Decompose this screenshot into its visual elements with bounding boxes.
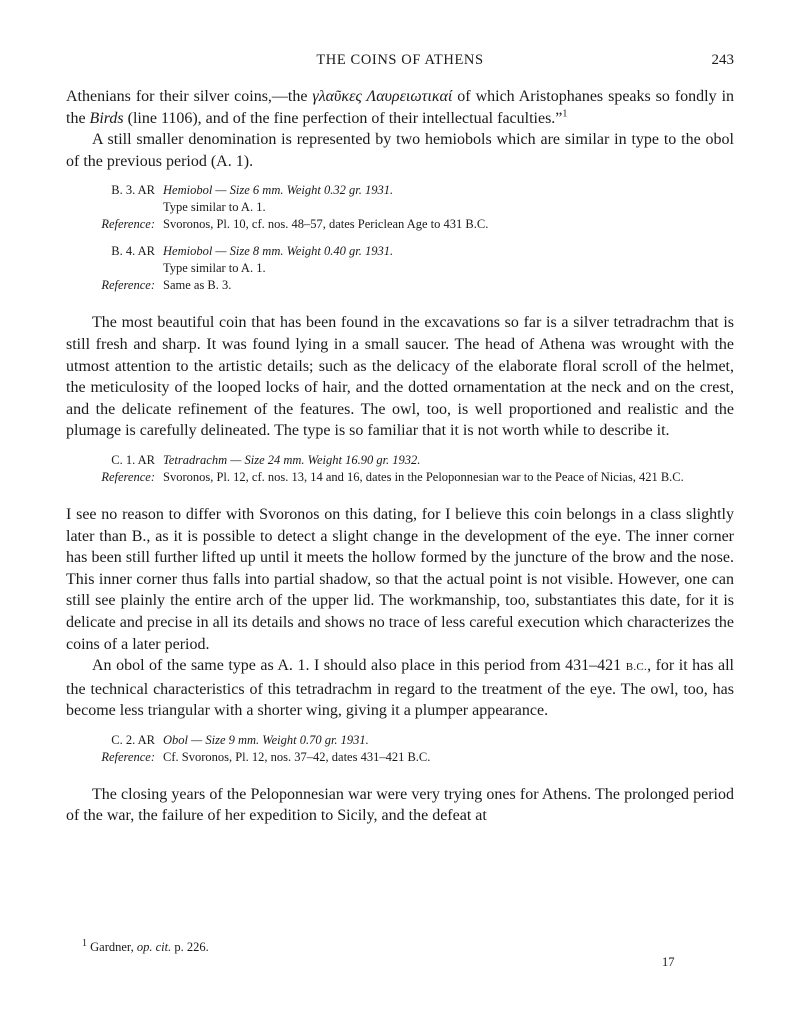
paragraph-5 [66, 655, 734, 722]
reference-label: Reference: [101, 217, 155, 232]
catalogue-c1 [66, 452, 734, 486]
paragraph-1-text-c: (line 1106), and of the fine perfection of their intellectual faculties.” [123, 109, 563, 127]
catalogue-entry-c1 [66, 452, 734, 486]
reference-label: Reference: [101, 469, 155, 484]
greek-phrase: γλαῦκες Λαυρειωτικαί [312, 88, 453, 105]
catalogue-b [66, 182, 734, 294]
entry-label: C. 1. AR [111, 452, 155, 467]
footnote [82, 937, 209, 955]
entry-type: Type similar to A. 1. [163, 200, 266, 215]
catalogue-entry-b4 [66, 243, 734, 294]
entry-type: Type similar to A. 1. [163, 261, 266, 276]
entry-label: B. 4. AR [111, 244, 155, 259]
entry-description: Obol — Size 9 mm. Weight 0.70 gr. 1931. [163, 732, 369, 747]
footnote-text-b: p. 226. [171, 940, 209, 954]
entry-label: B. 3. AR [111, 183, 155, 198]
reference-label: Reference: [101, 278, 155, 293]
era-abbreviation: B.C. [625, 661, 648, 674]
running-title: THE COINS OF ATHENS [316, 52, 484, 68]
paragraph-1-text-b: of which Aristophanes speaks so fondly in the [66, 88, 735, 127]
catalogue-c2 [66, 732, 734, 766]
paragraph-2: A still smaller denomination is represented by two hemiobols which are similar in type to the obol of the previous period (A. 1). [66, 131, 734, 170]
entry-description: Hemiobol — Size 8 mm. Weight 0.40 gr. 1931. [163, 244, 394, 259]
paragraph-6: The closing years of the Peloponnesian war were very trying ones for Athens. The prolonged period of the war, the failure of her expedition to Sicily, and the defeat at [66, 785, 734, 825]
footnote-reference: 1 [562, 108, 568, 120]
footnote-text-a: Gardner, [87, 940, 137, 954]
entry-reference: Cf. Svoronos, Pl. 12, nos. 37–42, dates 431–421 B.C. [163, 749, 431, 764]
paragraph-4: I see no reason to differ with Svoronos on this dating, for I believe this coin belongs in a class slightly later than B., as it is possible to detect a slight change in the development of the eye. The inner corner has been still further lifted up until it meets the hollow formed by the juncture of the brow and the nose. This inner corner thus falls into partial shadow, so that the actual point is not visible. However, one can still see plainly the entire arch of the upper lid. The workmanship, too, substantiates this date, for it is delicate and precise in all its details and shows no trace of less careful execution which characterizes the coins of a later period. [66, 505, 734, 653]
footnote-text-italic: op. cit. [136, 940, 172, 954]
paragraph-5-text-a: An obol of the same type as A. 1. I should also place in this period from 431–421 [92, 657, 626, 675]
catalogue-entry-b3 [66, 182, 734, 233]
footnote-mark: 1 [82, 937, 87, 949]
birds-title: Birds [89, 109, 124, 127]
paragraph-1 [66, 86, 734, 129]
page-number: 243 [711, 52, 734, 68]
signature-mark: 17 [662, 955, 675, 969]
page [66, 0, 734, 1024]
catalogue-entry-c2 [66, 732, 734, 766]
main-text [66, 86, 734, 827]
running-header [66, 52, 734, 74]
paragraph-1-text-a: Athenians for their silver coins,—the [66, 88, 313, 105]
paragraph-3: The most beautiful coin that has been found in the excavations so far is a silver tetradrachm that is still fresh and sharp. It was found lying in a small saucer. The head of Athena was wrought with the utmost attention to the artistic details; such as the delicacy of the elaborate floral scroll of the helmet, the meticulosity of the looped locks of hair, and the dotted ornamentation at the neck and on the crest, and the delicate refinement of the features. The owl, too, is well proportioned and realistic and the plumage is carefully delineated. The type is so familiar that it is not worth while to describe it. [66, 314, 734, 440]
entry-description: Hemiobol — Size 6 mm. Weight 0.32 gr. 1931. [163, 183, 394, 198]
paragraph-5-text-b: , for it has all the technical characteristics of this tetradrachm in regard to the treatment of the eye. The owl, too, has become less triangular with a shorter wing, giving it a plumper appearance. [66, 657, 735, 720]
entry-label: C. 2. AR [111, 732, 155, 747]
entry-description: Tetradrachm — Size 24 mm. Weight 16.90 gr. 1932. [163, 452, 421, 467]
entry-reference: Svoronos, Pl. 10, cf. nos. 48–57, dates Periclean Age to 431 B.C. [163, 217, 489, 232]
reference-label: Reference: [101, 749, 155, 764]
entry-reference: Svoronos, Pl. 12, cf. nos. 13, 14 and 16, dates in the Peloponnesian war to the Peace of Nicias, 421 B.C. [163, 469, 684, 484]
entry-reference: Same as B. 3. [163, 278, 232, 293]
